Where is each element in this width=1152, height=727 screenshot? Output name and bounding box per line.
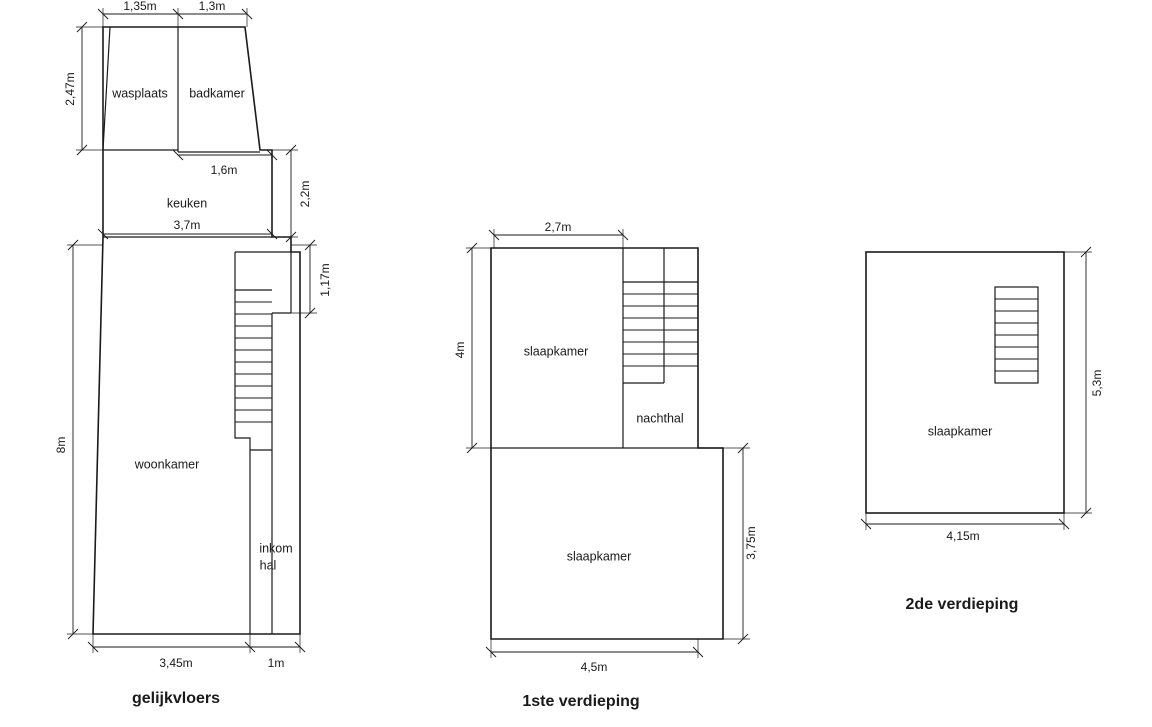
dimension-label: 3,45m (159, 656, 193, 671)
dimension-label: 3,75m (744, 526, 759, 560)
plan-title-gelijkvloers: gelijkvloers (131, 690, 221, 708)
wall-hal-stairwell (235, 252, 250, 634)
dimension-label: 2,2m (298, 180, 313, 208)
dimension-3-75m (723, 443, 758, 644)
dimension-label: 2,7m (544, 220, 572, 235)
wall-wasplaats-left (103, 27, 110, 150)
staircase-second-floor (995, 299, 1038, 371)
dimension-label: 1,35m (123, 0, 157, 14)
dimension-label: 4,15m (946, 529, 980, 544)
plan-title-2de-verdieping: 2de verdieping (905, 596, 1019, 614)
room-label-woonkamer: woonkamer (134, 457, 200, 472)
dimension-4m (453, 243, 492, 453)
dimension-4-15m (861, 513, 1069, 543)
plan-first-floor (453, 220, 758, 710)
dimension-label: 3,7m (173, 218, 201, 233)
room-label-hal: hal (259, 558, 277, 573)
dimension-4-5m (486, 639, 703, 674)
staircase-ground-floor (235, 302, 272, 422)
staircase-first-floor (623, 294, 698, 366)
dimension-1-35m (98, 0, 183, 27)
room-label-wasplaats: wasplaats (112, 86, 168, 101)
dimension-1-6m (173, 150, 277, 177)
dimension-2-2m (272, 145, 312, 242)
dimension-label: 5,3m (1090, 369, 1105, 397)
dimension-label: 2,47m (63, 72, 78, 106)
room-label-badkamer: badkamer (189, 86, 245, 101)
dimension-label: 1,3m (198, 0, 226, 14)
dimension-label: 1m (267, 656, 285, 671)
dimension-1-3m (178, 0, 252, 27)
dimension-label: 4m (453, 341, 468, 359)
first-floor-outline (491, 248, 723, 639)
dimension-2-47m (63, 22, 104, 155)
room-label-inkom: inkom (259, 541, 293, 556)
dimension-2-7m (489, 220, 628, 248)
room-label-slaapkamer-upper: slaapkamer (523, 344, 589, 359)
dimension-label: 1,17m (318, 263, 333, 297)
dimension-label: 4,5m (580, 660, 608, 675)
dimension-3-45m (88, 634, 255, 670)
dimension-label: 1,6m (210, 163, 238, 178)
dimension-1m (250, 634, 305, 670)
dimension-label: 8m (54, 436, 69, 454)
plan-ground-floor (54, 0, 332, 707)
room-label-slaapkamer-second: slaapkamer (927, 424, 993, 439)
room-label-keuken: keuken (166, 196, 208, 211)
dimension-8m (54, 240, 103, 639)
plan-title-1ste-verdieping: 1ste verdieping (522, 693, 640, 711)
plan-second-floor (861, 247, 1104, 613)
dimension-3-7m (98, 218, 277, 239)
dimension-5-3m (1064, 247, 1104, 518)
room-label-slaapkamer-lower: slaapkamer (566, 549, 632, 564)
room-label-nachthal: nachthal (636, 411, 684, 426)
